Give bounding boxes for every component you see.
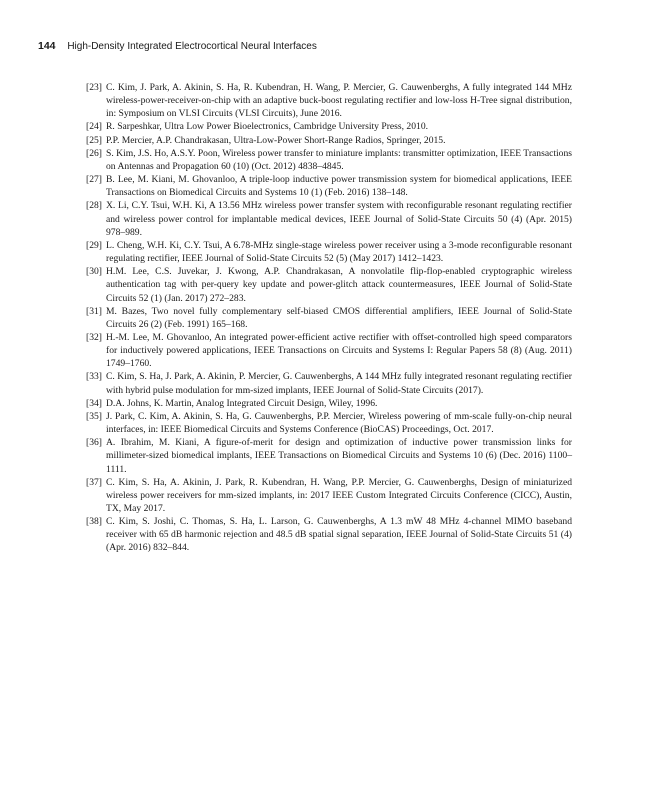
reference-entry	[86, 436, 572, 475]
reference-text: J. Park, C. Kim, A. Akinin, S. Ha, G. Cauwenberghs, P.P. Mercier, Wireless powering of mm-scale fully-on-chip neural interfaces, in: IEEE Biomedical Circuits and Systems Conference (BioCAS) Proceedings, Oct. 2017.	[106, 410, 572, 436]
reference-number: [27]	[86, 174, 102, 186]
reference-number: [37]	[86, 476, 102, 488]
reference-entry	[86, 410, 572, 436]
reference-text: S. Kim, J.S. Ho, A.S.Y. Poon, Wireless power transfer to miniature implants: transmitter optimization, IEEE Transactions on Antennas and Propagation 60 (10) (Oct. 2012) 4838–4845.	[106, 147, 572, 172]
reference-entry	[86, 515, 572, 554]
reference-text: A. Ibrahim, M. Kiani, A figure-of-merit for design and optimization of inductive power transmission links for millimeter-sized biomedical implants, IEEE Transactions on Biomedical Circuits and Systems 10 (6) (Dec. 2016) 1100–1111.	[106, 437, 572, 475]
reference-entry	[86, 134, 572, 147]
reference-entry	[86, 199, 572, 238]
reference-entry	[86, 476, 572, 515]
reference-number: [35]	[86, 410, 102, 422]
reference-text: D.A. Johns, K. Martin, Analog Integrated Circuit Design, Wiley, 1996.	[106, 397, 378, 409]
reference-number: [25]	[86, 134, 102, 146]
reference-number: [28]	[86, 200, 102, 212]
reference-number: [24]	[86, 121, 102, 133]
reference-text: B. Lee, M. Kiani, M. Ghovanloo, A triple-loop inductive power transmission system for biomedical applications, IEEE Transactions on Biomedical Circuits and Systems 10 (1) (Feb. 2016) 138–148.	[106, 174, 572, 199]
reference-entry	[86, 120, 572, 133]
reference-text: H.M. Lee, C.S. Juvekar, J. Kwong, A.P. Chandrakasan, A nonvolatile flip-flop-enabled cryptographic wireless authentication tag with per-query key update and power-glitch attack countermeasures, IEEE Journal of Solid-State Circuits 52 (1) (Jan. 2017) 272–283.	[106, 266, 572, 304]
reference-text: C. Kim, S. Joshi, C. Thomas, S. Ha, L. Larson, G. Cauwenberghs, A 1.3 mW 48 MHz 4-channel MIMO baseband receiver with 65 dB harmonic rejection and 48.5 dB spatial signal separation, IEEE Journal of Solid-State Circuits 51 (4) (Apr. 2016) 832–844.	[106, 516, 572, 554]
reference-entry	[86, 397, 572, 410]
reference-text: L. Cheng, W.H. Ki, C.Y. Tsui, A 6.78-MHz single-stage wireless power receiver using a 3-mode reconfigurable resonant regulating rectifier, IEEE Journal of Solid-State Circuits 52 (5) (May 2017) 1412–1423.	[106, 239, 572, 265]
reference-list	[86, 81, 572, 555]
reference-entry	[86, 265, 572, 304]
reference-entry	[86, 81, 572, 120]
reference-number: [30]	[86, 266, 102, 278]
reference-entry	[86, 239, 572, 265]
reference-number: [38]	[86, 516, 102, 528]
reference-text: C. Kim, J. Park, A. Akinin, S. Ha, R. Kubendran, H. Wang, P. Mercier, G. Cauwenberghs, A fully integrated 144 MHz wireless-power-receiver-on-chip with an adaptive buck-boost regulating rectifier and low-loss H-Tree signal distribution, in: Symposium on VLSI Circuits (VLSI Circuits), June 2016.	[106, 82, 572, 120]
reference-text: C. Kim, S. Ha, A. Akinin, J. Park, R. Kubendran, H. Wang, P.P. Mercier, G. Cauwenberghs, Design of miniaturized wireless power receivers for mm-sized implants, in: 2017 IEEE Custom Integrated Circuits Conference (CICC), Austin, TX, May 2017.	[106, 476, 572, 514]
running-head	[38, 40, 317, 52]
reference-entry	[86, 305, 572, 331]
reference-number: [32]	[86, 331, 102, 343]
reference-text: P.P. Mercier, A.P. Chandrakasan, Ultra-Low-Power Short-Range Radios, Springer, 2015.	[106, 134, 446, 146]
reference-number: [34]	[86, 397, 102, 409]
reference-entry	[86, 147, 572, 173]
reference-text: M. Bazes, Two novel fully complementary self-biased CMOS differential amplifiers, IEEE Journal of Solid-State Circuits 26 (2) (Feb. 1991) 165–168.	[106, 305, 572, 330]
reference-number: [33]	[86, 371, 102, 383]
reference-text: X. Li, C.Y. Tsui, W.H. Ki, A 13.56 MHz wireless power transfer system with reconfigurable resonant regulating rectifier and wireless power control for implantable medical devices, IEEE Journal of Solid-State Circuits 50 (4) (Apr. 2015) 978–989.	[106, 200, 572, 238]
running-title: High-Density Integrated Electrocortical Neural Interfaces	[67, 41, 317, 52]
reference-number: [29]	[86, 239, 102, 251]
reference-text: C. Kim, S. Ha, J. Park, A. Akinin, P. Mercier, G. Cauwenberghs, A 144 MHz fully integrated resonant regulating rectifier with hybrid pulse modulation for mm-sized implants, IEEE Journal of Solid-State Circuits (2017).	[106, 371, 572, 396]
reference-entry	[86, 370, 572, 396]
reference-number: [26]	[86, 147, 102, 159]
reference-text: R. Sarpeshkar, Ultra Low Power Bioelectronics, Cambridge University Press, 2010.	[106, 121, 429, 133]
reference-number: [23]	[86, 82, 102, 93]
reference-number: [31]	[86, 305, 102, 317]
reference-number: [36]	[86, 437, 102, 449]
reference-entry	[86, 331, 572, 370]
reference-text: H.-M. Lee, M. Ghovanloo, An integrated power-efficient active rectifier with offset-controlled high speed comparators for inductively powered applications, IEEE Transactions on Circuits and Systems I: Regular Papers 58 (8) (Aug. 2011) 1749–1760.	[106, 331, 572, 370]
page-number: 144	[38, 40, 56, 52]
reference-entry	[86, 173, 572, 199]
